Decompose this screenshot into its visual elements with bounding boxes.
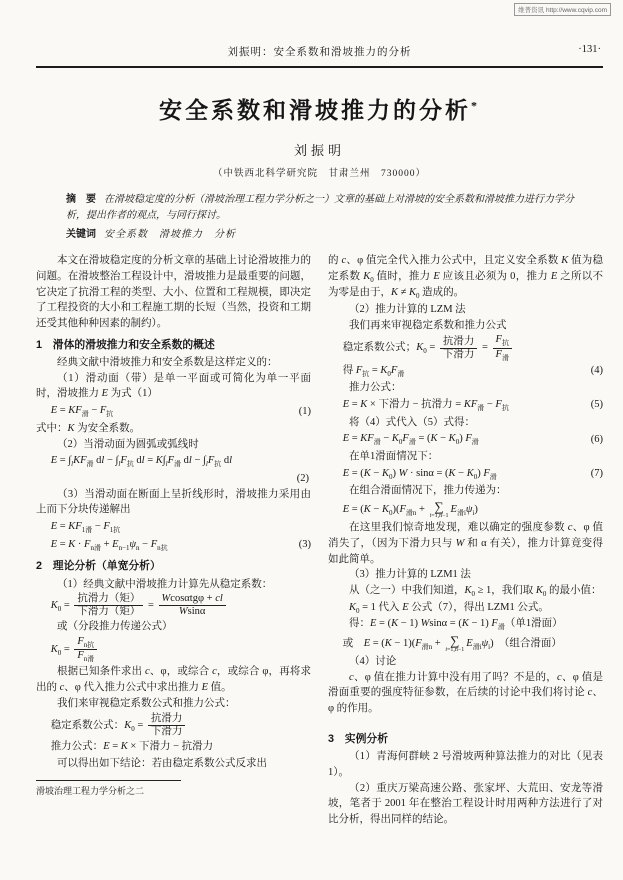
- running-header: [36, 44, 603, 59]
- example-2: （2）重庆万梁高速公路、张家坪、大荒田、安龙等滑坡，笔者于 2001 年在整治工程设计时用两种方法进行了对比分析，得出同样的结论。: [328, 782, 603, 826]
- combined-surface-formula: $E = (K - K_0)(F_{滑n}$ + ∑ i=1,n−1 $E_{滑i}\psi_i$): [342, 499, 478, 520]
- article-body: [36, 253, 603, 828]
- lzm1-substitution: $K_0 = 1$ 代入 E 公式（7），得出 LZM1 公式。: [349, 601, 549, 615]
- formula-2-body: $E = \int_lKF_滑$ dl − $\int_lF_抗$ dl = $K\int_lF_滑$ dl − $\int_lF_抗$ dl: [50, 455, 233, 469]
- footnote-rule: [36, 780, 181, 781]
- section1-item-2: （2）当滑动面为圆弧或弧线时: [57, 438, 199, 450]
- discussion-paragraph: c、φ 值在推力计算中没有用了吗？不是的，c、φ 值是滑面重要的强度特征参数，在后续的讨论中我们将讨论 c、φ 的作用。: [328, 671, 604, 715]
- formula-6: [328, 431, 603, 448]
- article-title: [36, 92, 603, 125]
- formula-1-body: $E = KF_滑 - F_抗$: [50, 405, 114, 419]
- left-column: [36, 253, 311, 828]
- footnote-text: 滑坡治理工程力学分析之二: [36, 786, 145, 797]
- article-title-text: 安全系数和滑坡推力的分析: [159, 98, 471, 123]
- formula-3a-body: $E = KF_{1滑} - F_{1抗}$: [50, 521, 121, 535]
- lzm1-single-formula: 得：E = (K − 1) Wsinα = (K − 1) $F_滑$（单1滑面）: [349, 618, 563, 632]
- formula-5-body: E = K × 下滑力 − 抗滑力 = $KF_滑 - F_抗$: [342, 399, 509, 413]
- header-rule: [36, 66, 603, 68]
- section1-paragraph-1: 经典文献中滑坡推力和安全系数是这样定义的：: [57, 356, 278, 368]
- lzm-method-heading: （2）推力计算的 LZM 法: [349, 303, 466, 315]
- footnote-block: [36, 780, 311, 799]
- formula-2-number: (2): [296, 472, 309, 484]
- section2-conclusion-lead: 可以得出如下结论：若由稳定系数公式反求出: [57, 757, 267, 769]
- stability-coefficient-formula: $K_0$ = 抗滑力（矩） 下滑力（矩） = Wcosαtgφ + cl Wsinα: [36, 593, 311, 618]
- keywords-text: 安全系数 滑坡推力 分析: [104, 229, 236, 240]
- example-1: （1）青海何群峡 2 号滑坡两种算法推力的对比（见表1）。: [328, 751, 603, 778]
- running-title: 刘振明：安全系数和滑坡推力的分析: [227, 47, 412, 58]
- section2-paragraph-4: 我们来审视稳定系数公式和推力公式：: [57, 697, 236, 709]
- intro-paragraph: 本文在滑坡稳定度的分析文章的基础上讨论滑坡推力的问题。在滑坡整治工程设计中，滑坡推力是最重要的问题，它决定了抗滑工程的类型、大小、位置和工程规模，即决定了工程投资的大小和工程施工期的长短（当然，投资和工期还受其他种种因素的制约）。: [36, 255, 311, 329]
- formula-4-body: 得 $F_抗 = K_0F_滑$: [342, 364, 405, 378]
- stability-formula-review: 稳定系数公式：$K_0$ = 抗滑力 下滑力: [36, 713, 311, 738]
- discovery-paragraph: 在这里我们惊奇地发现，难以确定的强度参数 c、φ 值消失了，（因为下滑力只与 W 和 α 有关），推力计算竟变得如此简单。: [328, 522, 603, 565]
- formula-6-body: $E = KF_滑 - K_0F_滑 = (K - K_0)$ $F_滑$: [342, 433, 479, 447]
- author-name: 刘振明: [293, 143, 345, 158]
- lzm-lead: 我们再来审视稳定系数和推力公式: [349, 319, 507, 331]
- section1-item-1: （1）滑动面（带）是单一平面或可简化为单一平面时，滑坡推力 E 为式（1）: [36, 372, 311, 400]
- formula-1-number: (1): [298, 405, 311, 417]
- formula-4: [328, 363, 603, 380]
- section1-item-3: （3）当滑动面在断面上呈折线形时，滑坡推力采用由上而下分块传递解出: [36, 488, 311, 516]
- title-asterisk: *: [471, 98, 480, 113]
- single-surface-lead: 在单1滑面情况下：: [349, 451, 439, 462]
- formula-5-number: (5): [590, 399, 603, 411]
- section2-item-1: （1）经典文献中滑坡推力计算先从稳定系数：: [57, 578, 273, 590]
- formula-1-note: 式中：K 为安全系数。: [36, 422, 141, 434]
- keywords-label: 关键词: [66, 229, 96, 240]
- formula-3b: [36, 537, 311, 554]
- formula-7-number: (7): [590, 468, 603, 480]
- continuation-paragraph: 的 c、φ 值完全代入推力公式中，且定义安全系数 K 值为稳定系数 $K_0$ 值时，推力 E 应该且必须为 0，推力 E 之所以不为零是由于，$K \ne K_0$ 造成的。: [328, 255, 604, 301]
- substitution-lead: 将（4）式代入（5）式得：: [349, 416, 475, 428]
- keywords-block: [66, 225, 577, 240]
- lzm1-combined-formula: 或 $E = (K - 1)(F_{滑n}$ + ∑ i=1,n−1 $E_{滑i}\psi_i$) （组合滑面）: [342, 632, 562, 653]
- cqvip-watermark: 维普资讯 http://www.cqvip.com: [514, 3, 611, 16]
- abstract-label: 摘 要: [66, 194, 96, 205]
- formula-6-number: (6): [590, 433, 603, 445]
- formula-7-body: $E = (K - K_0)$ $W \cdot \sin\alpha = (K - K_0)$ $F_滑$: [342, 467, 497, 481]
- formula-3-number: (3): [298, 539, 311, 551]
- segment-transfer-formula: $K_0$ = $F_{n抗}$ $F_{n滑}$: [36, 636, 311, 663]
- section-2-heading: 2 理论分析（单宽分析）: [36, 560, 161, 573]
- abstract-block: [66, 192, 577, 224]
- formula-5: [328, 397, 603, 414]
- section2-paragraph-3: 根据已知条件求出 c、φ，或综合 c，或综合 φ，再将求出的 c、φ 代入推力公式中求出推力 E 值。: [36, 666, 312, 694]
- formula-1: [36, 403, 311, 420]
- formula-3b-body: $E = K \cdot F_{n滑} + E_{n-1}\psi_n - F_{n抗}$: [50, 538, 168, 552]
- thrust-formula-label: 推力公式：: [349, 382, 402, 394]
- formula-4-number: (4): [590, 365, 603, 377]
- lzm1-method-heading: （3）推力计算的 LZM1 法: [349, 569, 471, 581]
- combined-surface-lead: 在组合滑面情况下，推力传递为：: [349, 485, 507, 497]
- stability-formula-right: 稳定系数公式；$K_0$ = 抗滑力 下滑力 = $F_抗$ $F_滑$: [328, 334, 603, 361]
- lzm1-lead: 从（之一）中我们知道，$K_0 \ge 1$，我们取 $K_0$ 的最小值：: [349, 585, 602, 599]
- page-number: ·131·: [578, 44, 601, 55]
- discussion-heading: （4）讨论: [349, 655, 397, 667]
- abstract-text: 在滑坡稳定度的分析（滑坡治理工程力学分析之一）文章的基础上对滑坡的安全系数和滑坡推力进行力学分析，提出作者的观点，与同行探讨。: [66, 194, 574, 221]
- right-column: [328, 253, 603, 828]
- section-3-heading: 3 实例分析: [328, 732, 388, 745]
- section-1-heading: 1 滑体的滑坡推力和安全系数的概述: [36, 338, 215, 351]
- affiliation: （中铁西北科学研究院 甘肃兰州 730000）: [212, 169, 426, 179]
- formula-7: [328, 466, 603, 483]
- thrust-formula-review: 推力公式：E = K × 下滑力 − 抗滑力: [50, 740, 214, 752]
- section2-paragraph-2: 或（分段推力传递公式）: [57, 621, 173, 633]
